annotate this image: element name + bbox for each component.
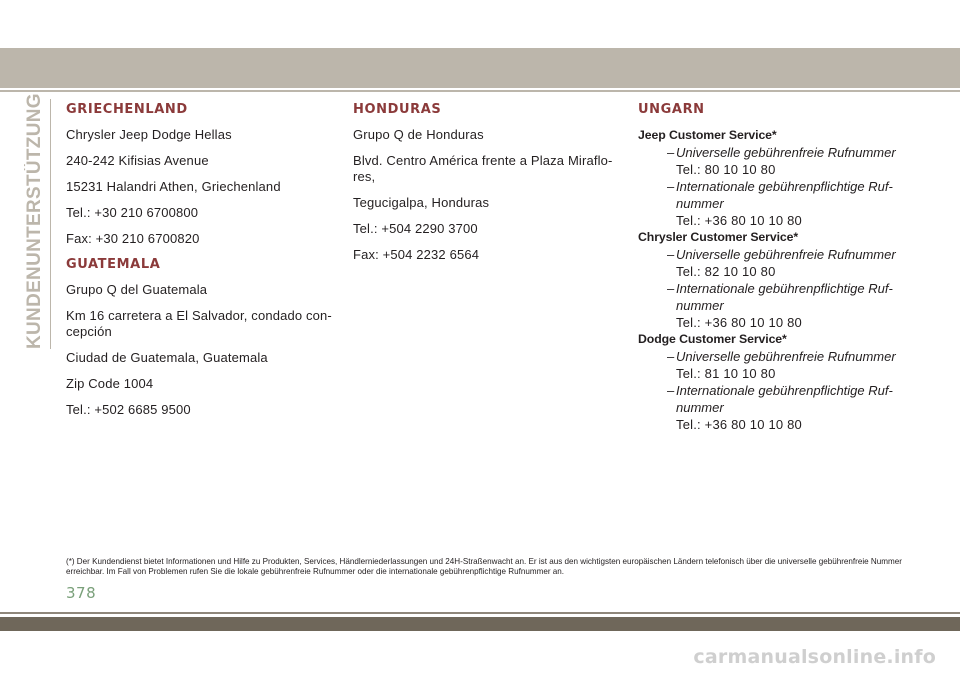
service-item: – Universelle gebührenfreie Rufnummer <box>667 247 896 262</box>
footnote: (*) Der Kundendienst bietet Informationen und Hilfe zu Produkten, Services, Händlerniederlassungen und 24H-Straßenwacht an. Er ist aus den wichtigsten europäischen Ländern telefonisch über die universelle gebührenfreie Nummer erreichbar. Im Fall von Problemen rufen Sie die lokale gebührenfreie Rufnummer oder die internationale gebührenpflichtige Rufnummer an. <box>66 557 902 576</box>
service-block-chrysler <box>638 229 918 331</box>
column-right <box>638 102 918 433</box>
address-line: Grupo Q de Honduras <box>353 127 484 142</box>
header-band <box>0 48 960 88</box>
service-phone: Tel.: +36 80 10 10 80 <box>676 417 802 432</box>
service-phone: Tel.: +36 80 10 10 80 <box>676 213 802 228</box>
service-item: – Internationale gebührenpflichtige Ruf-nummer <box>667 383 893 415</box>
footer-band <box>0 617 960 631</box>
side-title-rule <box>50 99 51 349</box>
address-line: Chrysler Jeep Dodge Hellas <box>66 127 232 142</box>
address-line: Grupo Q del Guatemala <box>66 282 208 297</box>
fax-line: Fax: +504 2232 6564 <box>353 247 480 262</box>
service-title: Dodge Customer Service* <box>638 332 787 346</box>
heading-ungarn: UNGARN <box>638 102 705 117</box>
header-rule <box>0 90 960 92</box>
address-line: Ciudad de Guatemala, Guatemala <box>66 350 268 365</box>
service-item: – Internationale gebührenpflichtige Ruf-nummer <box>667 179 893 211</box>
address-line: 240-242 Kifisias Avenue <box>66 153 209 168</box>
phone-line: Tel.: +504 2290 3700 <box>353 221 478 236</box>
fax-line: Fax: +30 210 6700820 <box>66 231 200 246</box>
service-item: – Universelle gebührenfreie Rufnummer <box>667 349 896 364</box>
service-phone: Tel.: 81 10 10 80 <box>676 366 776 381</box>
footer-rule <box>0 612 960 614</box>
page-number: 378 <box>66 584 97 602</box>
heading-guatemala: GUATEMALA <box>66 257 161 272</box>
column-left <box>66 102 336 428</box>
service-title: Chrysler Customer Service* <box>638 230 799 244</box>
service-item: – Universelle gebührenfreie Rufnummer <box>667 145 896 160</box>
address-line: Km 16 carretera a El Salvador, condado con-cepción <box>66 308 332 339</box>
phone-line: Tel.: +502 6685 9500 <box>66 402 191 417</box>
address-line: Blvd. Centro América frente a Plaza Miraflo-res, <box>353 153 613 184</box>
address-line: 15231 Halandri Athen, Griechenland <box>66 179 281 194</box>
phone-line: Tel.: +30 210 6700800 <box>66 205 199 220</box>
heading-griechenland: GRIECHENLAND <box>66 102 188 117</box>
section-side-title: KUNDENUNTERSTÜTZUNG <box>24 93 45 349</box>
zip-line: Zip Code 1004 <box>66 376 154 391</box>
service-phone: Tel.: 82 10 10 80 <box>676 264 776 279</box>
service-phone: Tel.: +36 80 10 10 80 <box>676 315 802 330</box>
service-item: – Internationale gebührenpflichtige Ruf-nummer <box>667 281 893 313</box>
service-block-jeep <box>638 127 918 229</box>
service-title: Jeep Customer Service* <box>638 128 777 142</box>
column-middle <box>353 102 623 273</box>
service-phone: Tel.: 80 10 10 80 <box>676 162 776 177</box>
watermark-text: carmanualsonline.info <box>693 646 936 668</box>
service-block-dodge <box>638 331 918 433</box>
address-line: Tegucigalpa, Honduras <box>353 195 490 210</box>
heading-honduras: HONDURAS <box>353 102 442 117</box>
